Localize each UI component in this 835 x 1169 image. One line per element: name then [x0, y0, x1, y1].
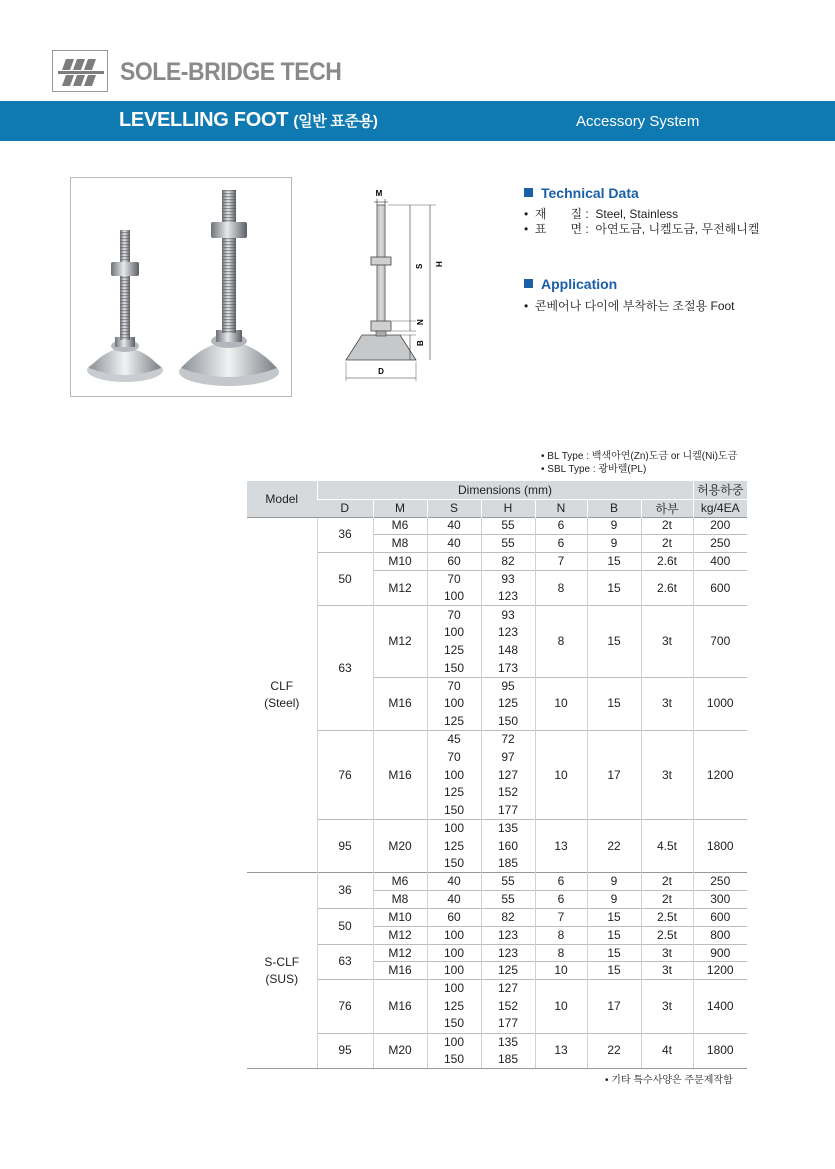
spec-key: 재 질 : — [534, 207, 589, 221]
cell-s: 100 — [427, 695, 481, 713]
table-row — [247, 606, 747, 624]
spec-value: 아연도금, 니켈도금, 무전해니켈 — [595, 222, 760, 236]
cell-m: M12 — [373, 606, 427, 677]
cell-n: 10 — [535, 731, 587, 820]
cell-n: 8 — [535, 570, 587, 606]
cell-b: 22 — [587, 820, 641, 873]
cell-b: 15 — [587, 909, 641, 927]
cell-load: 900 — [693, 944, 747, 962]
cell-b: 15 — [587, 926, 641, 944]
cell-load: 400 — [693, 553, 747, 571]
cell-load: 600 — [693, 909, 747, 927]
cell-s: 150 — [427, 855, 481, 873]
cell-b: 15 — [587, 962, 641, 980]
cell-s: 40 — [427, 873, 481, 891]
cell-h: 127 — [481, 980, 535, 998]
cell-h: 55 — [481, 517, 535, 535]
cell-n: 10 — [535, 980, 587, 1033]
cell-m: M16 — [373, 962, 427, 980]
cell-load: 250 — [693, 535, 747, 553]
spec-value: Steel, Stainless — [595, 207, 679, 221]
cell-h: 160 — [481, 837, 535, 855]
application-text — [524, 297, 735, 314]
dimension-drawing — [340, 185, 450, 385]
cell-load: 800 — [693, 926, 747, 944]
cell-b: 9 — [587, 535, 641, 553]
cell-base: 3t — [641, 944, 693, 962]
cell-s: 125 — [427, 784, 481, 802]
col-load-unit: kg/4EA — [693, 499, 747, 517]
cell-h: 55 — [481, 873, 535, 891]
cell-h: 152 — [481, 784, 535, 802]
cell-n: 8 — [535, 944, 587, 962]
table-row — [247, 517, 747, 535]
dim-label-s: S — [415, 263, 424, 269]
cell-base: 3t — [641, 962, 693, 980]
cell-s: 100 — [427, 962, 481, 980]
cell-d: 76 — [317, 731, 373, 820]
cell-n: 7 — [535, 553, 587, 571]
cell-s: 40 — [427, 891, 481, 909]
cell-h: 177 — [481, 802, 535, 820]
cell-load: 1400 — [693, 980, 747, 1033]
cell-n: 6 — [535, 873, 587, 891]
cell-load: 250 — [693, 873, 747, 891]
cell-m: M12 — [373, 926, 427, 944]
bullet: • — [524, 299, 529, 313]
cell-b: 17 — [587, 731, 641, 820]
cell-n: 10 — [535, 962, 587, 980]
cell-n: 7 — [535, 909, 587, 927]
cell-n: 6 — [535, 891, 587, 909]
company-logo — [52, 50, 108, 92]
col-load: 허용하중 — [693, 481, 747, 499]
cell-base: 2t — [641, 517, 693, 535]
cell-h: 177 — [481, 1015, 535, 1033]
cell-n: 8 — [535, 926, 587, 944]
cell-h: 55 — [481, 891, 535, 909]
cell-h: 55 — [481, 535, 535, 553]
table-row — [247, 944, 747, 962]
cell-m: M16 — [373, 731, 427, 820]
model-cell — [247, 517, 317, 873]
technical-data-title: Technical Data — [541, 185, 639, 201]
cell-m: M10 — [373, 909, 427, 927]
square-bullet-icon — [524, 279, 533, 288]
cell-d: 50 — [317, 909, 373, 945]
cell-load: 300 — [693, 891, 747, 909]
cell-d: 95 — [317, 1033, 373, 1069]
cell-s: 150 — [427, 1015, 481, 1033]
col-model: Model — [247, 481, 317, 517]
technical-data-heading — [524, 185, 639, 201]
cell-base: 2.6t — [641, 570, 693, 606]
col-s: S — [427, 499, 481, 517]
footnote: • 기타 특수사양은 주문제작함 — [605, 1075, 733, 1086]
table-body — [247, 517, 747, 1069]
cell-b: 15 — [587, 570, 641, 606]
cell-h: 82 — [481, 553, 535, 571]
cell-s: 100 — [427, 624, 481, 642]
cell-s: 100 — [427, 926, 481, 944]
cell-h: 152 — [481, 998, 535, 1016]
cell-d: 36 — [317, 517, 373, 553]
application-heading — [524, 276, 617, 292]
dim-label-d: D — [378, 367, 384, 376]
cell-base: 3t — [641, 980, 693, 1033]
table-row — [247, 731, 747, 749]
cell-n: 13 — [535, 820, 587, 873]
cell-h: 123 — [481, 588, 535, 606]
cell-m: M12 — [373, 570, 427, 606]
cell-b: 15 — [587, 606, 641, 677]
cell-s: 125 — [427, 837, 481, 855]
note-bl-type: • BL Type : 백색아연(Zn)도금 or 니켈(Ni)도금 — [541, 451, 738, 462]
table-row — [247, 909, 747, 927]
cell-h: 93 — [481, 570, 535, 588]
cell-load: 600 — [693, 570, 747, 606]
cell-h: 82 — [481, 909, 535, 927]
cell-h: 127 — [481, 766, 535, 784]
cell-b: 17 — [587, 980, 641, 1033]
brand-name: SOLE-BRIDGE TECH — [120, 58, 342, 86]
dim-label-m: M — [375, 189, 383, 198]
cell-d: 63 — [317, 606, 373, 731]
bullet: • — [524, 222, 529, 236]
cell-s: 100 — [427, 588, 481, 606]
cell-h: 72 — [481, 731, 535, 749]
cell-h: 173 — [481, 659, 535, 677]
cell-h: 95 — [481, 677, 535, 695]
cell-m: M20 — [373, 820, 427, 873]
cell-h: 93 — [481, 606, 535, 624]
table-row — [247, 553, 747, 571]
cell-s: 70 — [427, 677, 481, 695]
application-desc: 콘베어나 다이에 부착하는 조절용 Foot — [534, 299, 735, 313]
cell-s: 40 — [427, 535, 481, 553]
cell-h: 185 — [481, 1051, 535, 1069]
col-dimensions: Dimensions (mm) — [317, 481, 693, 499]
cell-h: 185 — [481, 855, 535, 873]
spec-surface — [524, 220, 759, 237]
model-line: (Steel) — [264, 695, 300, 710]
page-title-main: LEVELLING FOOT — [119, 109, 289, 131]
product-photo — [70, 177, 292, 397]
cell-b: 9 — [587, 873, 641, 891]
page-title-sub: (일반 표준용) — [293, 113, 378, 130]
cell-load: 700 — [693, 606, 747, 677]
table-row — [247, 873, 747, 891]
cell-load: 1000 — [693, 677, 747, 730]
cell-load: 1200 — [693, 962, 747, 980]
cell-s: 150 — [427, 802, 481, 820]
cell-s: 125 — [427, 642, 481, 660]
cell-s: 70 — [427, 748, 481, 766]
dim-label-b: B — [416, 340, 425, 346]
cell-b: 22 — [587, 1033, 641, 1069]
model-line: (SUS) — [265, 971, 299, 986]
cell-m: M16 — [373, 677, 427, 730]
cell-n: 6 — [535, 517, 587, 535]
cell-h: 148 — [481, 642, 535, 660]
cell-s: 125 — [427, 998, 481, 1016]
cell-m: M10 — [373, 553, 427, 571]
cell-s: 150 — [427, 1051, 481, 1069]
cell-m: M6 — [373, 873, 427, 891]
cell-b: 9 — [587, 517, 641, 535]
cell-base: 3t — [641, 731, 693, 820]
cell-d: 76 — [317, 980, 373, 1033]
cell-base: 4.5t — [641, 820, 693, 873]
model-line: CLF — [270, 678, 294, 693]
table-row — [247, 1033, 747, 1051]
col-m: M — [373, 499, 427, 517]
cell-d: 50 — [317, 553, 373, 606]
cell-s: 70 — [427, 606, 481, 624]
cell-b: 15 — [587, 944, 641, 962]
dim-label-n: N — [416, 319, 425, 325]
cell-s: 100 — [427, 980, 481, 998]
cell-m: M20 — [373, 1033, 427, 1069]
cell-n: 8 — [535, 606, 587, 677]
application-title: Application — [541, 276, 618, 292]
cell-m: M8 — [373, 891, 427, 909]
type-notes — [541, 450, 737, 476]
cell-load: 1800 — [693, 1033, 747, 1069]
cell-h: 135 — [481, 820, 535, 838]
cell-s: 150 — [427, 659, 481, 677]
cell-load: 200 — [693, 517, 747, 535]
cell-n: 6 — [535, 535, 587, 553]
cell-m: M12 — [373, 944, 427, 962]
cell-base: 2.6t — [641, 553, 693, 571]
page-title — [119, 109, 378, 132]
cell-s: 100 — [427, 766, 481, 784]
dim-label-h: H — [435, 261, 444, 267]
col-base: 하부 — [641, 499, 693, 517]
spec-key: 표 면 : — [534, 222, 589, 236]
square-bullet-icon — [524, 188, 533, 197]
cell-base: 2.5t — [641, 926, 693, 944]
cell-d: 36 — [317, 873, 373, 909]
cell-d: 63 — [317, 944, 373, 980]
cell-base: 4t — [641, 1033, 693, 1069]
cell-m: M16 — [373, 980, 427, 1033]
cell-base: 3t — [641, 677, 693, 730]
cell-h: 125 — [481, 962, 535, 980]
col-h: H — [481, 499, 535, 517]
cell-s: 125 — [427, 713, 481, 731]
cell-h: 150 — [481, 713, 535, 731]
cell-h: 123 — [481, 624, 535, 642]
bullet: • — [524, 207, 529, 221]
cell-b: 9 — [587, 891, 641, 909]
cell-s: 100 — [427, 944, 481, 962]
table-row — [247, 980, 747, 998]
cell-base: 2t — [641, 535, 693, 553]
category-label: Accessory System — [576, 113, 700, 130]
cell-n: 13 — [535, 1033, 587, 1069]
cell-s: 60 — [427, 553, 481, 571]
cell-h: 97 — [481, 748, 535, 766]
cell-base: 2t — [641, 891, 693, 909]
cell-base: 3t — [641, 606, 693, 677]
cell-m: M6 — [373, 517, 427, 535]
cell-h: 135 — [481, 1033, 535, 1051]
col-d: D — [317, 499, 373, 517]
cell-load: 1800 — [693, 820, 747, 873]
cell-b: 15 — [587, 677, 641, 730]
col-n: N — [535, 499, 587, 517]
note-sbl-type: • SBL Type : 광바렐(PL) — [541, 464, 647, 475]
cell-m: M8 — [373, 535, 427, 553]
cell-b: 15 — [587, 553, 641, 571]
cell-s: 100 — [427, 820, 481, 838]
table-row — [247, 820, 747, 838]
cell-s: 70 — [427, 570, 481, 588]
cell-h: 123 — [481, 944, 535, 962]
cell-n: 10 — [535, 677, 587, 730]
cell-s: 60 — [427, 909, 481, 927]
model-cell — [247, 873, 317, 1069]
cell-s: 45 — [427, 731, 481, 749]
cell-s: 40 — [427, 517, 481, 535]
cell-load: 1200 — [693, 731, 747, 820]
col-b: B — [587, 499, 641, 517]
cell-base: 2.5t — [641, 909, 693, 927]
cell-s: 100 — [427, 1033, 481, 1051]
model-line: S-CLF — [264, 954, 300, 969]
cell-d: 95 — [317, 820, 373, 873]
dimensions-table — [247, 481, 747, 1069]
cell-h: 125 — [481, 695, 535, 713]
cell-h: 123 — [481, 926, 535, 944]
cell-base: 2t — [641, 873, 693, 891]
